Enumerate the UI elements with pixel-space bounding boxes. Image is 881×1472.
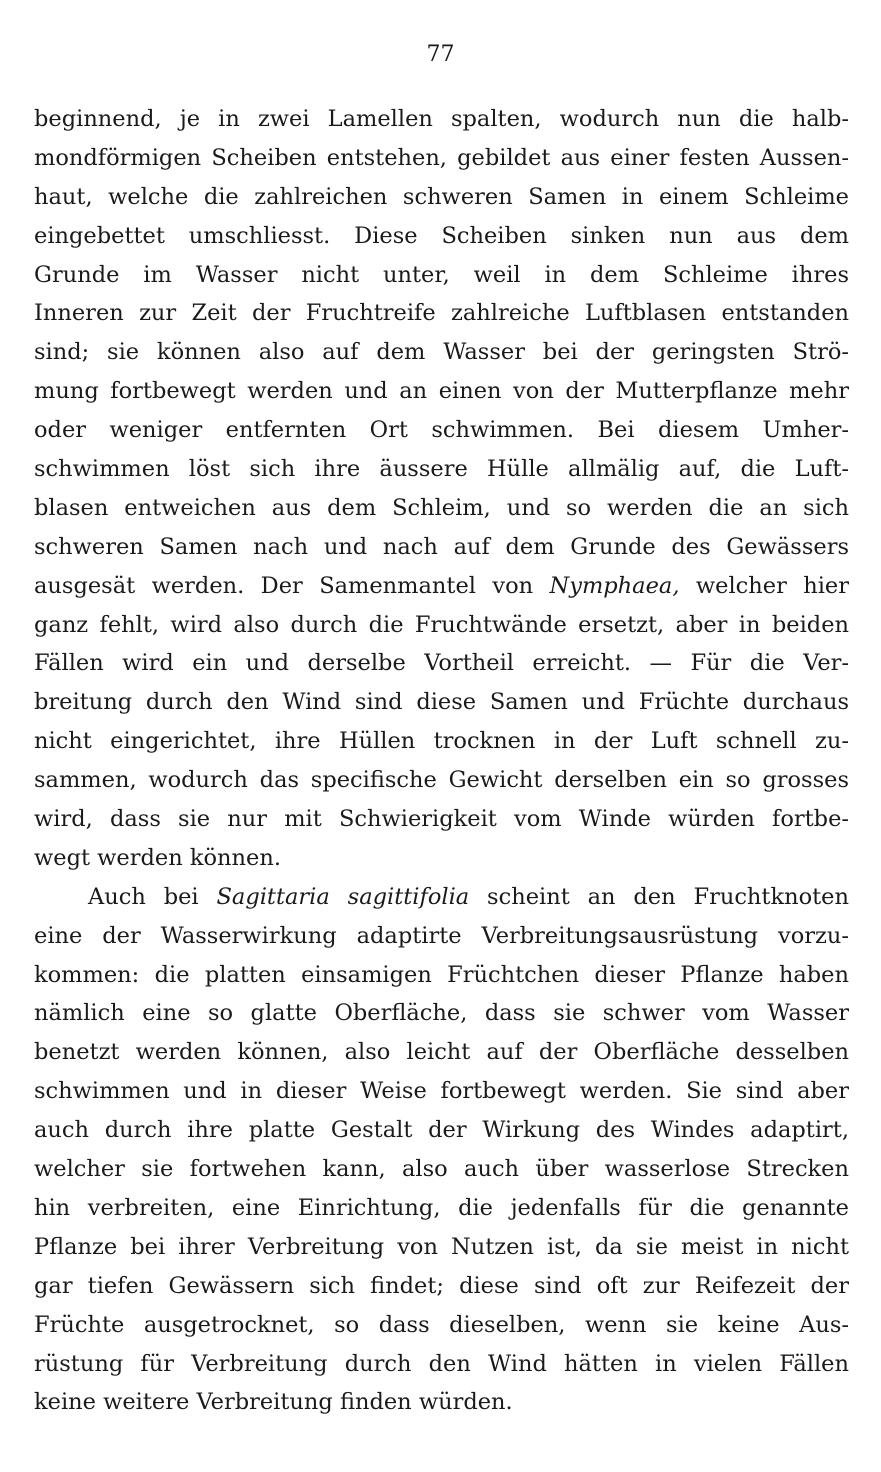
text-line [34, 606, 849, 645]
text-line [34, 489, 849, 528]
text-line [34, 1150, 849, 1189]
text-line [34, 683, 849, 722]
text-run: schwimmen löst sich ihre äussere Hülle allmälig auf, die Luft- [34, 456, 849, 483]
text-run: hin verbreiten, eine Einrichtung, die jedenfalls für die genannte [34, 1194, 849, 1221]
text-line [34, 1111, 849, 1150]
text-line [34, 528, 849, 567]
text-line [34, 567, 849, 606]
text-line [34, 256, 849, 295]
text-line [34, 1228, 849, 1267]
text-run: sind; sie können also auf dem Wasser bei der geringsten Strö- [34, 339, 849, 366]
text-run: wird, dass sie nur mit Schwierigkeit vom Winde würden fortbe- [34, 806, 849, 833]
text-line [34, 333, 849, 372]
text-line-paragraph-end [34, 839, 849, 878]
text-run: benetzt werden können, also leicht auf der Oberfläche desselben [34, 1039, 849, 1066]
text-run: wegt werden können. [34, 844, 281, 871]
page-number: 77 [426, 42, 455, 67]
text-run: ganz fehlt, wird also durch die Fruchtwände ersetzt, aber in beiden [34, 611, 849, 638]
italic-taxon: Nymphaea, [549, 572, 680, 599]
text-line-paragraph-end [34, 1383, 849, 1422]
text-run: Pflanze bei ihrer Verbreitung von Nutzen ist, da sie meist in nicht [34, 1233, 849, 1260]
text-run: kommen: die platten einsamigen Früchtchen dieser Pflanze haben [34, 961, 849, 988]
text-line [34, 956, 849, 995]
text-run: schweren Samen nach und nach auf dem Grunde des Gewässers [34, 533, 849, 560]
text-run: eine der Wasserwirkung adaptirte Verbreitungsausrüstung vorzu- [34, 922, 849, 949]
text-run: blasen entweichen aus dem Schleim, und so werden die an sich [34, 494, 849, 521]
text-line-paragraph-start [34, 878, 849, 917]
text-run: sammen, wodurch das specifische Gewicht derselben ein so grosses [34, 767, 849, 794]
text-line [34, 294, 849, 333]
text-run: Auch bei [88, 883, 217, 910]
text-run: Inneren zur Zeit der Fruchtreife zahlreiche Luftblasen entstanden [34, 300, 849, 327]
text-line [34, 1345, 849, 1384]
text-line [34, 100, 849, 139]
text-run: mung fortbewegt werden und an einen von der Mutterpflanze mehr [34, 378, 849, 405]
text-run: beginnend, je in zwei Lamellen spalten, wodurch nun die halb- [34, 106, 849, 132]
text-line [34, 1072, 849, 1111]
text-line [34, 1306, 849, 1345]
text-line [34, 722, 849, 761]
text-line [34, 450, 849, 489]
text-run: auch durch ihre platte Gestalt der Wirkung des Windes adaptirt, [34, 1117, 849, 1144]
text-run: haut, welche die zahlreichen schweren Samen in einem Schleime [34, 183, 849, 210]
text-line [34, 1189, 849, 1228]
text-line [34, 1267, 849, 1306]
text-line [34, 139, 849, 178]
text-line [34, 761, 849, 800]
text-line [34, 372, 849, 411]
text-line [34, 917, 849, 956]
body-text [34, 100, 849, 1422]
text-run: gar tiefen Gewässern sich findet; diese sind oft zur Reifezeit der [34, 1272, 849, 1299]
text-run: oder weniger entfernten Ort schwimmen. Bei diesem Umher- [34, 417, 849, 444]
text-line [34, 178, 849, 217]
text-line [34, 411, 849, 450]
text-line [34, 644, 849, 683]
text-line [34, 800, 849, 839]
text-run: welcher hier [679, 572, 849, 599]
text-run: Fällen wird ein und derselbe Vortheil erreicht. — Für die Ver- [34, 650, 849, 677]
text-run: keine weitere Verbreitung finden würden. [34, 1389, 513, 1416]
text-run: welcher sie fortwehen kann, also auch über wasserlose Strecken [34, 1156, 849, 1183]
text-run: rüstung für Verbreitung durch den Wind hätten in vielen Fällen [34, 1350, 849, 1377]
text-run: breitung durch den Wind sind diese Samen und Früchte durchaus [34, 689, 849, 716]
text-run: schwimmen und in dieser Weise fortbewegt werden. Sie sind aber [34, 1078, 849, 1105]
text-line [34, 217, 849, 256]
text-run: scheint an den Fruchtknoten [469, 883, 849, 910]
text-run: Früchte ausgetrocknet, so dass dieselben, wenn sie keine Aus- [34, 1311, 849, 1338]
text-run: mondförmigen Scheiben entstehen, gebildet aus einer festen Aussen- [34, 144, 849, 171]
text-run: eingebettet umschliesst. Diese Scheiben sinken nun aus dem [34, 222, 849, 249]
italic-taxon: Sagittaria sagittifolia [216, 883, 470, 910]
text-run: Grunde im Wasser nicht unter, weil in dem Schleime ihres [34, 261, 849, 288]
text-line [34, 994, 849, 1033]
text-line [34, 1033, 849, 1072]
text-run: ausgesät werden. Der Samenmantel von [34, 572, 550, 599]
text-run: nämlich eine so glatte Oberfläche, dass sie schwer vom Wasser [34, 1000, 849, 1027]
text-run: nicht eingerichtet, ihre Hüllen trocknen in der Luft schnell zu- [34, 728, 849, 755]
